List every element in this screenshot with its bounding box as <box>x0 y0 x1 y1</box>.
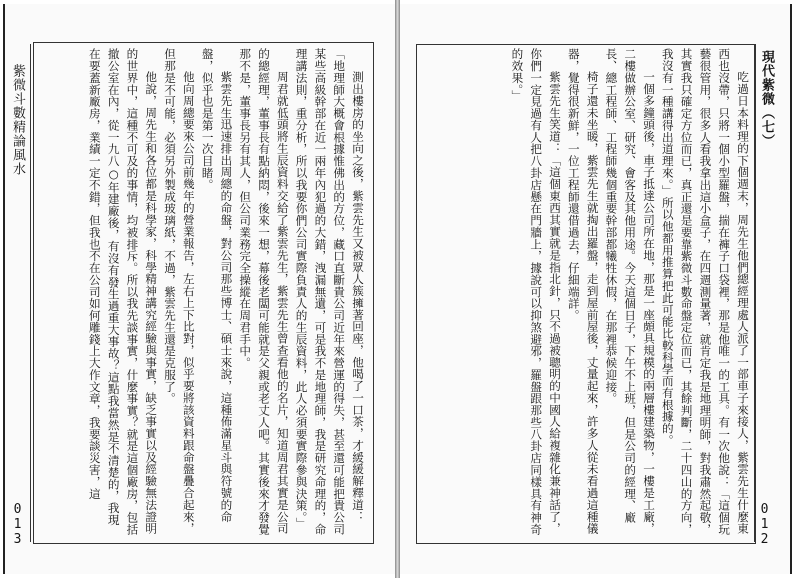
right-page <box>400 4 792 574</box>
left-paragraph: 紫雲先生迅速排出周總的命盤，對公司那些博士、碩士來說，這種佈滿星斗與符號的命盤，似乎也是第一次目睹。 <box>200 48 234 523</box>
right-running-head: 現代紫微（七） <box>759 50 774 148</box>
right-paragraph: 一個多鐘頭後，車子抵達公司所在地，那是一座頗具規模的兩層樓建築物，一樓是工廠，二樓做辦公室、研究、會客及其他用途。今天這個日子，下午不上班，但是公司的經理、廠長、總工程師、工程師幾個重要幹部都犧牲休假，在那裡恭候迎接。 <box>604 48 657 535</box>
right-paragraph: 吃過日本料理的下個週末，周先生他們總經理處人派了一部車子來接人，紫雲先生什麼東西也沒帶，只將一個小型羅盤，揣在褲子口袋裡，那是他唯一的工具。有一次他說：「這個玩藝很管用，很多人看我拿出這小盒子，在四週測量著，就肯定我是地理明師，對我肅然起敬，其實我只確定方位而已，真正還是要靠紫微斗數命盤定位而已，其餘判斷，二十四山的方向，我沒有一種講得出道理來。」所以他都用推算把此可能比較科學而有根據的。 <box>660 48 750 536</box>
left-paragraph: 他向周總要來公司前幾年的營業報告，左右上下比對，似乎要將該資料跟命盤疊合起來，但那是不可能，必須另外製成玻璃紙，不過，紫雲先生還是克服了。 <box>163 48 196 535</box>
left-paragraph: 測出樓房的坐向之後，紫雲先生又被眾人簇擁著回座，他喝了一口茶，才緩緩解釋道：「地理師大概會根據惟佛出的方位，藏口直斷貴公司近年來營運的得失，甚至還可能把貴公司某些高級幹部在近一兩年內犯過的大錯，洩漏無遺，可是我不是地理師，我是研究命理的，命理講法則，重分析，所以我要你們公司實際負責人的生辰資料，此人必須要實際參與決策。」 <box>294 48 365 536</box>
left-page <box>3 4 397 574</box>
left-body-text <box>41 48 367 536</box>
right-paragraph: 紫雲先生笑道：「這個東西其實就是指北針，只不過被聰明的中國人給複雜化兼神話了，你們一定見過有人把八卦店懸在門牆上，據說可以抑煞避邪，羅盤跟那些八卦店同樣具有神奇的效果。」 <box>510 48 563 536</box>
right-body-text <box>422 48 752 536</box>
left-running-head: 紫微斗數精論風水 <box>10 64 25 176</box>
left-page-number: 013 <box>10 502 25 547</box>
right-paragraph: 椅子還未坐暖，紫雲先生就掏出羅盤，走到屋前屋後，丈量起來，許多人從未看過這種儀器，覺得很新鮮，一位工程師還借過去，仔細端詳。 <box>566 48 600 535</box>
left-paragraph: 他說，周先生和各位都是科學家，科學精神講究經驗與事實，缺乏事實以及經驗無法證明的世界中，這種不可及的事情，均被排斥。所以我先談事實，什麼事實？就是這個廠房，包括撤公室在內，從一九八○年建廠後，有沒有發生過重大事故？這點我當然是不清楚的，我現在要蓋新廠房，業績一定不錯，但我也不在公司如何雕錢上大作文章，我要談災害，這 <box>87 48 159 536</box>
left-paragraph: 周君就低頭將生辰資料交給了紫雲先生，紫雲先生曾查看他的名片，知道周君其實是公司的總經理，董事長有點納悶，後來一想，幕後老闆可能就是父親或老丈人吧。其實後來才發覺那不是，董事長另有其人，但公司業務完全操縱在周君手中。 <box>238 48 290 536</box>
right-page-number: 012 <box>757 502 772 547</box>
